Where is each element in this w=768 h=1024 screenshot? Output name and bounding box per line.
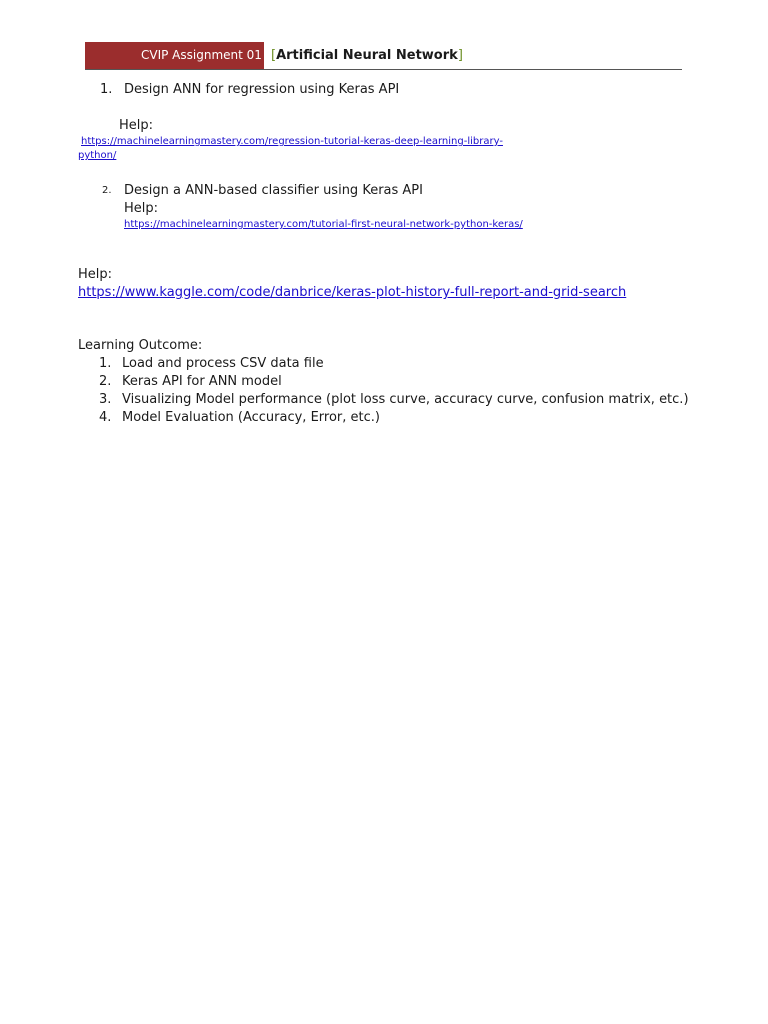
task-2-help-link[interactable]: https://machinelearningmastery.com/tutorial-first-neural-network-python-keras/ bbox=[124, 219, 523, 230]
outcome-3-text: Visualizing Model performance (plot loss curve, accuracy curve, confusion matrix, etc.) bbox=[122, 392, 689, 407]
page-header bbox=[85, 42, 682, 70]
task-1-help-label: Help: bbox=[119, 118, 154, 133]
outcome-4-number: 4. bbox=[99, 410, 112, 425]
outcome-3-number: 3. bbox=[99, 392, 112, 407]
task-1-help-link-continued[interactable]: python/ bbox=[78, 150, 117, 161]
title-bracket-close: ] bbox=[457, 48, 463, 63]
task-2-help-label: Help: bbox=[124, 201, 159, 216]
assignment-title bbox=[271, 42, 463, 69]
task-1-text: Design ANN for regression using Keras API bbox=[124, 82, 400, 97]
general-help-label: Help: bbox=[78, 267, 113, 282]
title-text: Artificial Neural Network bbox=[276, 48, 458, 63]
outcome-2-text: Keras API for ANN model bbox=[122, 374, 282, 389]
outcome-2-number: 2. bbox=[99, 374, 112, 389]
title-bracket-open: [ bbox=[271, 48, 277, 63]
outcome-1-number: 1. bbox=[99, 356, 112, 371]
task-1-help-link[interactable]: https://machinelearningmastery.com/regression-tutorial-keras-deep-learning-library- bbox=[81, 136, 503, 147]
task-2-text: Design a ANN-based classifier using Keras API bbox=[124, 183, 423, 198]
task-2-number: 2. bbox=[102, 185, 112, 196]
learning-outcome-heading: Learning Outcome: bbox=[78, 338, 203, 353]
outcome-4-text: Model Evaluation (Accuracy, Error, etc.) bbox=[122, 410, 380, 425]
outcome-1-text: Load and process CSV data file bbox=[122, 356, 324, 371]
assignment-badge: CVIP Assignment 01 bbox=[85, 42, 264, 69]
general-help-link[interactable]: https://www.kaggle.com/code/danbrice/keras-plot-history-full-report-and-grid-search bbox=[78, 285, 627, 300]
task-1-number: 1. bbox=[100, 82, 113, 97]
